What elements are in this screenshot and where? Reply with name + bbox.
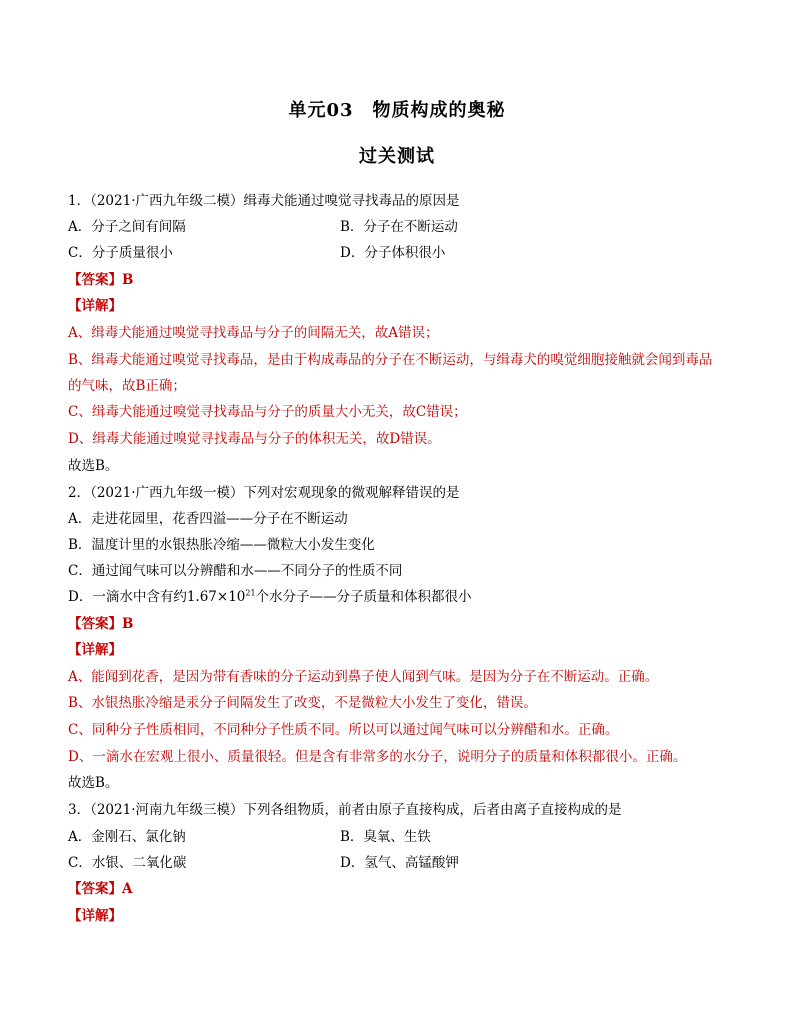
q2-stem: 2．（2021·广西九年级一模）下列对宏观现象的微观解释错误的是 [68,485,460,501]
q1-option-b: B．分子在不断运动 [340,219,458,235]
q2-answer: 【答案】B [68,616,134,632]
q2-detail-label: 【详解】 [68,642,122,658]
q1-explanation-b: B、缉毒犬能通过嗅觉寻找毒品，是由于构成毒品的分子在不断运动，与缉毒犬的嗅觉细胞接触就会闻到毒品 [68,352,713,368]
q1-explanation-b-cont: 的气味，故B正确； [68,378,186,394]
q3-detail-label: 【详解】 [68,908,122,924]
q3-answer: 【答案】A [68,881,133,897]
q2-option-a: A．走进花园里，花香四溢——分子在不断运动 [68,511,348,527]
q2-option-d-post: 个水分子——分子质量和体积都很小 [255,589,472,605]
q2-option-c: C．通过闻气味可以分辨醋和水——不同分子的性质不同 [68,563,403,579]
q3-option-b: B．臭氧、生铁 [340,829,431,845]
q2-explanation-a: A、能闻到花香，是因为带有香味的分子运动到鼻子使人闻到气味。是因为分子在不断运动。正确。 [68,669,659,685]
q1-option-d: D．分子体积很小 [340,245,446,261]
unit-title: 单元03 物质构成的奥秘 [288,100,506,121]
q2-option-d-exponent: 21 [245,588,256,598]
q1-option-a: A．分子之间有间隔 [68,219,186,235]
q1-option-c: C．分子质量很小 [68,245,173,261]
q3-stem: 3．（2021·河南九年级三模）下列各组物质，前者由原子直接构成，后者由离子直接构成的是 [68,802,622,818]
q1-explanation-a: A、缉毒犬能通过嗅觉寻找毒品与分子的间隔无关，故A错误； [68,325,439,341]
q2-option-d [68,585,472,605]
q2-conclusion: 故选B。 [68,775,119,791]
q2-explanation-d: D、一滴水在宏观上很小、质量很轻。但是含有非常多的水分子，说明分子的质量和体积都很小。正确。 [68,749,687,765]
q3-option-d: D．氢气、高锰酸钾 [340,855,459,871]
q1-answer: 【答案】B [68,272,134,288]
q1-detail-label: 【详解】 [68,298,122,314]
q2-option-b: B．温度计里的水银热胀冷缩——微粒大小发生变化 [68,537,375,553]
q1-conclusion: 故选B。 [68,458,119,474]
q2-explanation-b: B、水银热胀冷缩是汞分子间隔发生了改变，不是微粒大小发生了变化，错误。 [68,695,537,711]
q3-option-a: A．金刚石、氯化钠 [68,829,186,845]
q1-explanation-d: D、缉毒犬能通过嗅觉寻找毒品与分子的体积无关，故D错误。 [68,431,441,447]
q2-option-d-pre: D．一滴水中含有约1.67×10 [68,589,246,605]
q1-stem: 1．（2021·广西九年级二模）缉毒犬能通过嗅觉寻找毒品的原因是 [68,193,460,209]
q2-explanation-c: C、同种分子性质相同，不同种分子性质不同。所以可以通过闻气味可以分辨醋和水。正确。 [68,722,619,738]
page-subtitle: 过关测试 [359,146,435,167]
q3-option-c: C．水银、二氧化碳 [68,855,187,871]
q1-explanation-c: C、缉毒犬能通过嗅觉寻找毒品与分子的质量大小无关，故C错误； [68,404,467,420]
